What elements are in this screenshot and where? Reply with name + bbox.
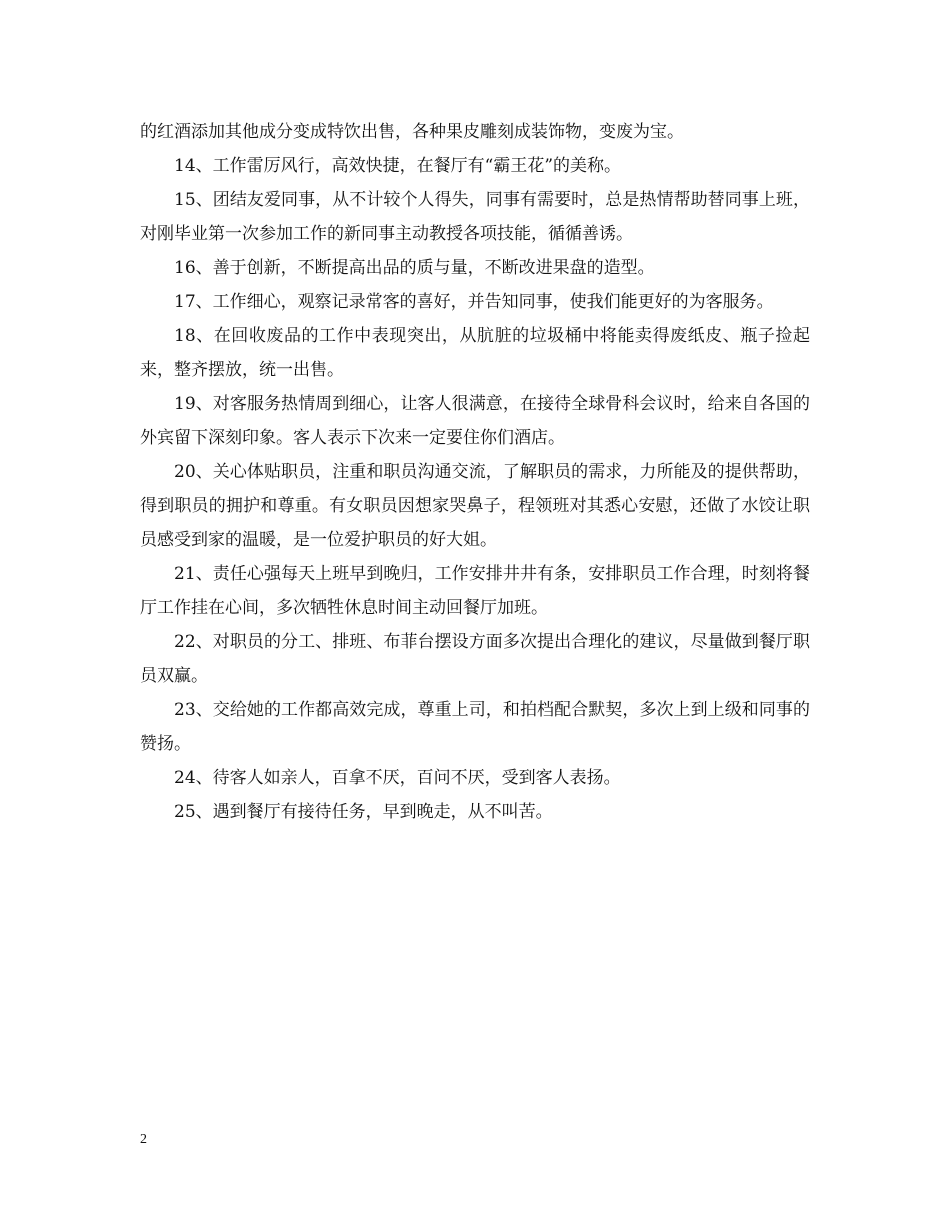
paragraph: 21、责任心强每天上班早到晚归，工作安排井井有条，安排职员工作合理，时刻将餐厅工作挂在心间，多次牺牲休息时间主动回餐厅加班。 <box>140 564 810 618</box>
paragraph: 24、待客人如亲人，百拿不厌，百问不厌，受到客人表扬。 <box>174 768 621 788</box>
paragraph: 的红酒添加其他成分变成特饮出售，各种果皮雕刻成装饰物，变废为宝。 <box>140 122 684 142</box>
paragraph: 23、交给她的工作都高效完成，尊重上司，和拍档配合默契，多次上到上级和同事的赞扬。 <box>140 700 810 754</box>
paragraph: 15、团结友爱同事，从不计较个人得失，同事有需要时，总是热情帮助替同事上班，对刚毕业第一次参加工作的新同事主动教授各项技能，循循善诱。 <box>140 190 810 244</box>
paragraph: 14、工作雷厉风行，高效快捷，在餐厅有“霸王花”的美称。 <box>174 156 622 176</box>
paragraph: 17、工作细心，观察记录常客的喜好，并告知同事，使我们能更好的为客服务。 <box>174 292 774 312</box>
document-body <box>140 115 810 829</box>
paragraph: 20、关心体贴职员，注重和职员沟通交流，了解职员的需求，力所能及的提供帮助，得到职员的拥护和尊重。有女职员因想家哭鼻子，程领班对其悉心安慰，还做了水饺让职员感受到家的温暖，是一位爱护职员的好大姐。 <box>140 462 810 550</box>
page-number: 2 <box>140 1132 147 1147</box>
paragraph: 18、在回收废品的工作中表现突出，从肮脏的垃圾桶中将能卖得废纸皮、瓶子捡起来，整齐摆放，统一出售。 <box>140 326 810 380</box>
paragraph: 19、对客服务热情周到细心，让客人很满意，在接待全球骨科会议时，给来自各国的外宾留下深刻印象。客人表示下次来一定要住你们酒店。 <box>140 394 810 448</box>
paragraph: 16、善于创新，不断提高出品的质与量，不断改进果盘的造型。 <box>174 258 655 278</box>
paragraph: 25、遇到餐厅有接待任务，早到晚走，从不叫苦。 <box>174 802 553 822</box>
paragraph: 22、对职员的分工、排班、布菲台摆设方面多次提出合理化的建议，尽量做到餐厅职员双赢。 <box>140 632 810 686</box>
